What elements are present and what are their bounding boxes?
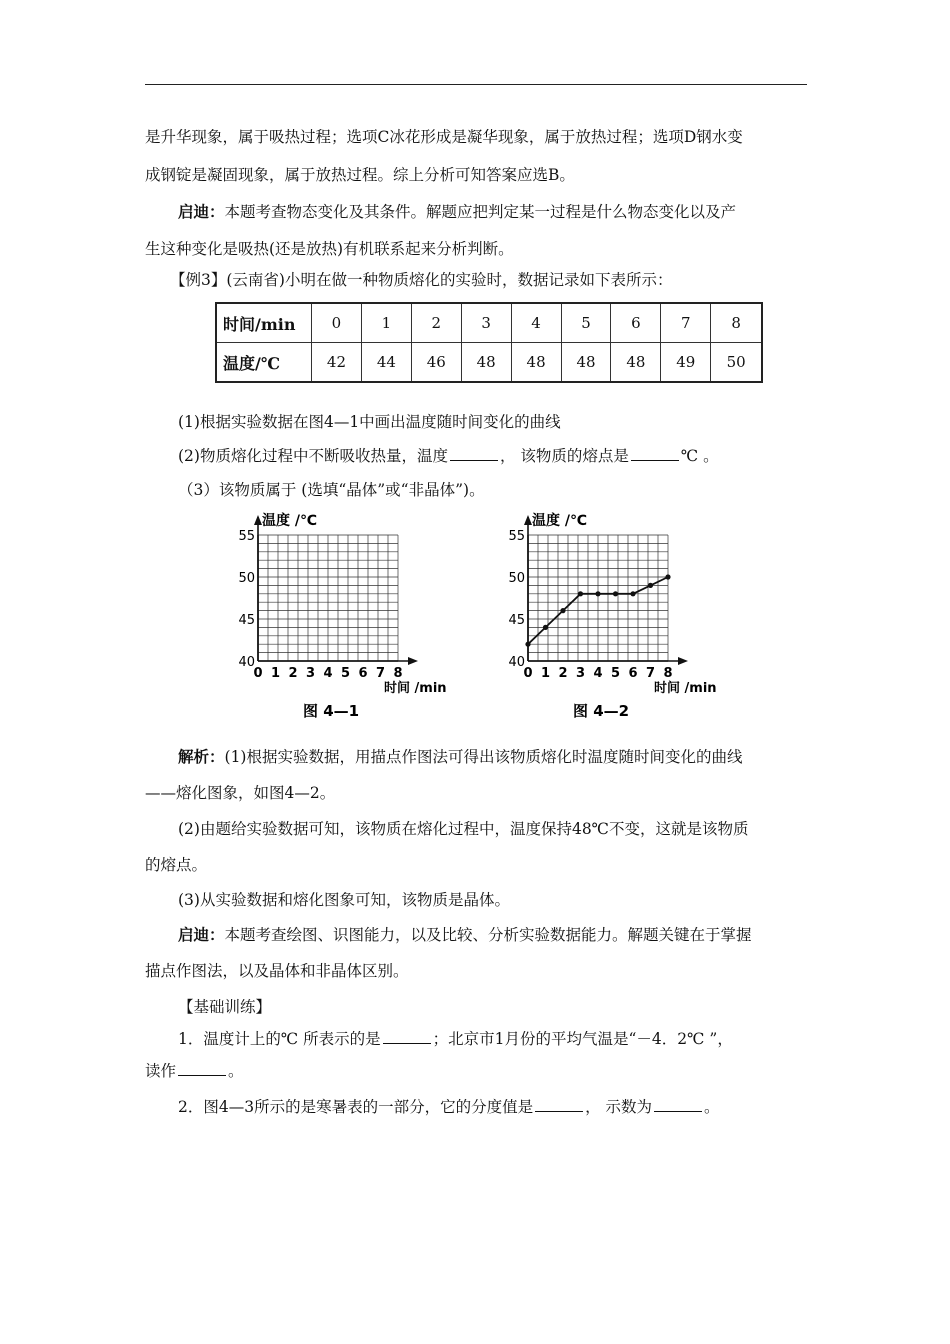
header-rule	[145, 84, 807, 85]
temp-cell: 48	[511, 343, 561, 383]
data-point	[525, 642, 530, 647]
y-tick-label: 40	[508, 655, 525, 670]
paragraph-line: (3)从实验数据和熔化图象可知，该物质是晶体。	[178, 891, 510, 909]
time-cell: 6	[611, 303, 661, 343]
temp-cell: 42	[312, 343, 362, 383]
figure-4-1-chart	[230, 505, 450, 720]
x-tick-label: 5	[610, 666, 621, 681]
data-table	[215, 302, 763, 383]
temp-cell: 48	[561, 343, 611, 383]
analysis-text: (1)根据实验数据，用描点作图法可得出该物质熔化时温度随时间变化的曲线	[224, 748, 743, 766]
temp-cell: 48	[461, 343, 511, 383]
exercise-1-cont	[145, 1061, 244, 1081]
answer-blank[interactable]	[383, 1029, 431, 1044]
paragraph-line: 描点作图法，以及晶体和非晶体区别。	[145, 962, 409, 980]
exercise-text: ；北京市1月份的平均气温是“－4．2℃ ”，	[432, 1030, 733, 1048]
temp-cell: 44	[361, 343, 411, 383]
hint-text: 本题考查绘图、识图能力，以及比较、分析实验数据能力。解题关键在于掌握	[224, 926, 752, 944]
time-cell: 8	[711, 303, 762, 343]
x-axis-arrow	[678, 657, 688, 665]
data-point	[630, 591, 635, 596]
exercise-text: 1．温度计上的℃ 所表示的是	[178, 1030, 381, 1048]
time-cell: 7	[661, 303, 711, 343]
exercise-text: 。	[228, 1062, 244, 1080]
y-axis-label: 温度 /℃	[262, 513, 317, 529]
answer-blank[interactable]	[178, 1061, 226, 1076]
x-tick-label: 8	[663, 666, 673, 681]
data-point	[578, 591, 583, 596]
x-tick-label: 2	[288, 666, 298, 681]
y-tick-label: 50	[508, 571, 525, 586]
data-point	[648, 583, 653, 588]
paragraph-line: 生这种变化是吸热(还是放热)有机联系起来分析判断。	[145, 240, 514, 258]
x-tick-label: 3	[575, 666, 586, 681]
exercise-text: 读作	[145, 1062, 177, 1080]
y-tick-label: 40	[238, 655, 255, 670]
x-tick-label: 6	[358, 666, 368, 681]
question-2-text: ℃ 。	[680, 447, 719, 465]
exercise-text: 。	[704, 1098, 720, 1116]
answer-blank[interactable]	[654, 1097, 702, 1112]
hint-label: 启迪：	[178, 925, 225, 944]
data-point	[543, 625, 548, 630]
time-row	[216, 303, 762, 343]
time-cell: 0	[312, 303, 362, 343]
y-tick-label: 55	[238, 529, 255, 544]
y-tick-label: 55	[508, 529, 525, 544]
answer-blank[interactable]	[535, 1097, 583, 1112]
question-2-text: (2)物质熔化过程中不断吸收热量，温度	[178, 447, 448, 465]
question-3: （3）该物质属于 (选填“晶体”或“非晶体”)。	[178, 481, 485, 499]
x-axis-label: 时间 /min	[654, 681, 717, 696]
temp-row	[216, 343, 762, 383]
x-axis-arrow	[408, 657, 418, 665]
x-tick-label: 7	[645, 666, 656, 681]
exercise-text: 2．图4—3所示的是寒暑表的一部分，它的分度值是	[178, 1098, 534, 1116]
y-axis-arrow	[524, 515, 532, 525]
paragraph-line: (2)由题给实验数据可知，该物质在熔化过程中，温度保持48℃不变，这就是该物质	[178, 820, 749, 838]
temp-cell: 50	[711, 343, 762, 383]
time-cell: 4	[511, 303, 561, 343]
exercise-1	[178, 1029, 733, 1049]
x-tick-label: 0	[253, 666, 263, 681]
paragraph-line: 成钢锭是凝固现象，属于放热过程。综上分析可知答案应选B。	[145, 166, 575, 184]
paragraph-line: 的熔点。	[145, 856, 208, 874]
x-tick-label: 4	[323, 666, 333, 681]
question-2-text: ， 该物质的熔点是	[499, 447, 629, 465]
x-tick-label: 1	[270, 666, 281, 681]
time-cell: 2	[411, 303, 461, 343]
data-point	[560, 608, 565, 613]
answer-blank[interactable]	[631, 446, 679, 461]
data-point	[665, 574, 670, 579]
y-axis-arrow	[254, 515, 262, 525]
question-2	[178, 446, 719, 466]
x-tick-label: 2	[558, 666, 568, 681]
x-tick-label: 7	[375, 666, 386, 681]
temp-cell: 49	[661, 343, 711, 383]
exercise-2	[178, 1097, 720, 1117]
time-cell: 5	[561, 303, 611, 343]
exercise-text: ， 示数为	[585, 1098, 653, 1116]
answer-blank[interactable]	[450, 446, 498, 461]
x-tick-label: 3	[305, 666, 316, 681]
hint-label: 启迪：	[178, 202, 225, 221]
y-tick-label: 45	[238, 613, 255, 628]
y-tick-label: 50	[238, 571, 255, 586]
x-tick-label: 0	[523, 666, 533, 681]
data-point	[613, 591, 618, 596]
y-tick-label: 45	[508, 613, 525, 628]
figure-caption: 图 4—2	[573, 702, 630, 720]
x-tick-label: 5	[340, 666, 351, 681]
temp-cell: 46	[411, 343, 461, 383]
analysis-paragraph	[178, 747, 742, 767]
x-tick-label: 1	[540, 666, 551, 681]
x-axis-label: 时间 /min	[384, 681, 447, 696]
x-tick-label: 8	[393, 666, 403, 681]
figure-4-2-chart	[500, 505, 740, 720]
hint-paragraph	[178, 925, 752, 945]
x-tick-label: 6	[628, 666, 638, 681]
time-header: 时间/min	[216, 303, 312, 343]
temp-header: 温度/℃	[216, 343, 312, 383]
analysis-label: 解析：	[178, 747, 225, 766]
temp-cell: 48	[611, 343, 661, 383]
data-point	[595, 591, 600, 596]
paragraph-line: ——熔化图象，如图4—2。	[145, 784, 336, 802]
y-axis-label: 温度 /℃	[532, 513, 587, 529]
paragraph-line: 是升华现象，属于吸热过程；选项C冰花形成是凝华现象，属于放热过程；选项D钢水变	[145, 128, 743, 146]
example-heading: 【例3】(云南省)小明在做一种物质熔化的实验时，数据记录如下表所示：	[170, 271, 673, 289]
question-1: (1)根据实验数据在图4—1中画出温度随时间变化的曲线	[178, 413, 561, 431]
hint-paragraph	[178, 202, 736, 222]
time-cell: 3	[461, 303, 511, 343]
section-title: 【基础训练】	[178, 998, 272, 1016]
time-cell: 1	[361, 303, 411, 343]
x-tick-label: 4	[593, 666, 603, 681]
figure-caption: 图 4—1	[303, 702, 360, 720]
hint-text: 本题考查物态变化及其条件。解题应把判定某一过程是什么物态变化以及产	[224, 203, 737, 221]
